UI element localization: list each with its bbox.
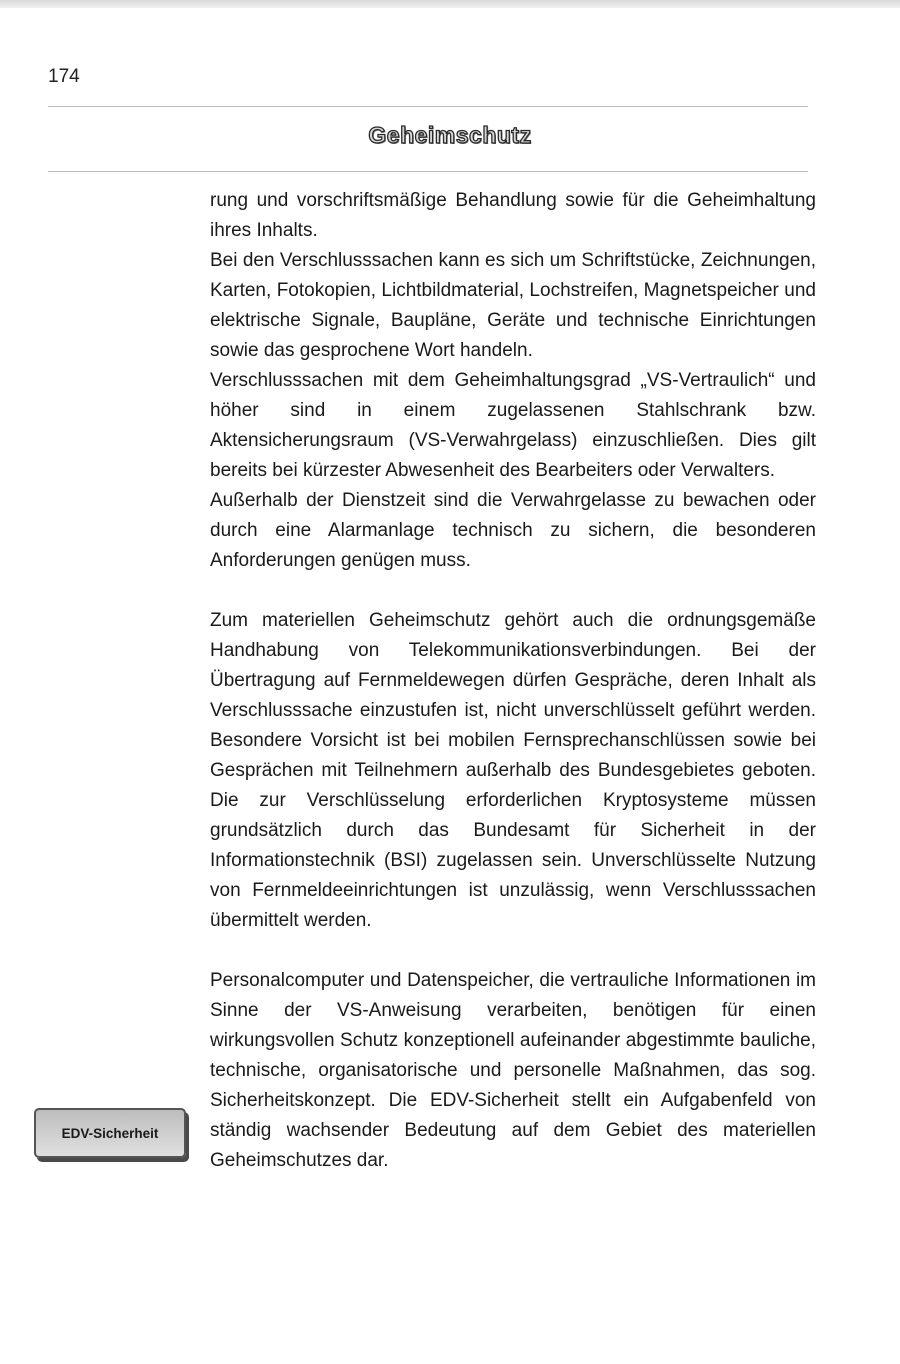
paragraph-edv-security: Personalcomputer und Datenspeicher, die vertrauliche Informationen im Sinne der VS-Anweisung verarbeiten, benötigen für einen wirkungsvollen Schutz konzeptionell aufeinander abgestimmte bauliche, technische, organisatorische und personelle Maßnahmen, das sog. Sicherheitskonzept. Die EDV-Sicherheit stellt ein Aufgabenfeld von ständig wachsender Bedeutung auf dem Gebiet des materiellen Geheimschutzes dar.	[210, 970, 816, 1171]
paragraph-gap	[210, 576, 816, 606]
paragraph-telecommunication: Zum materiellen Geheimschutz gehört auch die ordnungsgemäße Handhabung von Telekommunikationsverbindungen. Bei der Übertragung auf Fernmeldewegen dürfen Gespräche, deren Inhalt als Verschlusssache einzustufen ist, nicht unverschlüsselt geführt werden. Besondere Vorsicht ist bei mobilen Fernsprechanschlüssen sowie bei Gesprächen mit Teilnehmern außerhalb des Bundesgebietes geboten. Die zur Verschlüsselung erforderlichen Kryptosysteme müssen grundsätzlich durch das Bundesamt für Sicherheit in der Informationstechnik (BSI) zugelassen sein. Unverschlüsselte Nutzung von Fernmeldeeinrichtungen ist unzulässig, wenn Verschlusssachen übermittelt werden.	[210, 610, 816, 931]
paragraph-verschlusssachen-types: Bei den Verschlusssachen kann es sich um Schriftstücke, Zeichnungen, Karten, Fotokopien, Lichtbildmaterial, Lochstreifen, Magnetspeicher und elektrische Signale, Baupläne, Geräte und technische Einrichtungen sowie das gesprochene Wort handeln.	[210, 250, 816, 361]
paragraph-storage-rules: Verschlusssachen mit dem Geheimhaltungsgrad „VS-Vertraulich“ und höher sind in einem zugelassenen Stahlschrank bzw. Aktensicherungsraum (VS-Verwahrgelass) einzuschließen. Dies gilt bereits bei kürzester Abwesenheit des Bearbeiters oder Verwalters.	[210, 370, 816, 481]
margin-note-box	[34, 1108, 186, 1158]
paragraph-after-hours: Außerhalb der Dienstzeit sind die Verwahrgelasse zu bewachen oder durch eine Alarmanlage technisch zu sichern, die besonderen Anforderungen genügen muss.	[210, 490, 816, 571]
margin-note-label: EDV-Sicherheit	[61, 1125, 159, 1141]
body-text	[210, 186, 816, 1176]
page-top-edge	[0, 0, 900, 8]
header-rule-bottom	[48, 171, 808, 172]
paragraph-gap	[210, 936, 816, 966]
running-title: Geheimschutz	[368, 122, 532, 148]
page-number: 174	[48, 66, 80, 87]
paragraph-continuation: rung und vorschriftsmäßige Behandlung sowie für die Geheimhaltung ihres Inhalts.	[210, 190, 816, 241]
header-rule-top	[48, 106, 808, 107]
